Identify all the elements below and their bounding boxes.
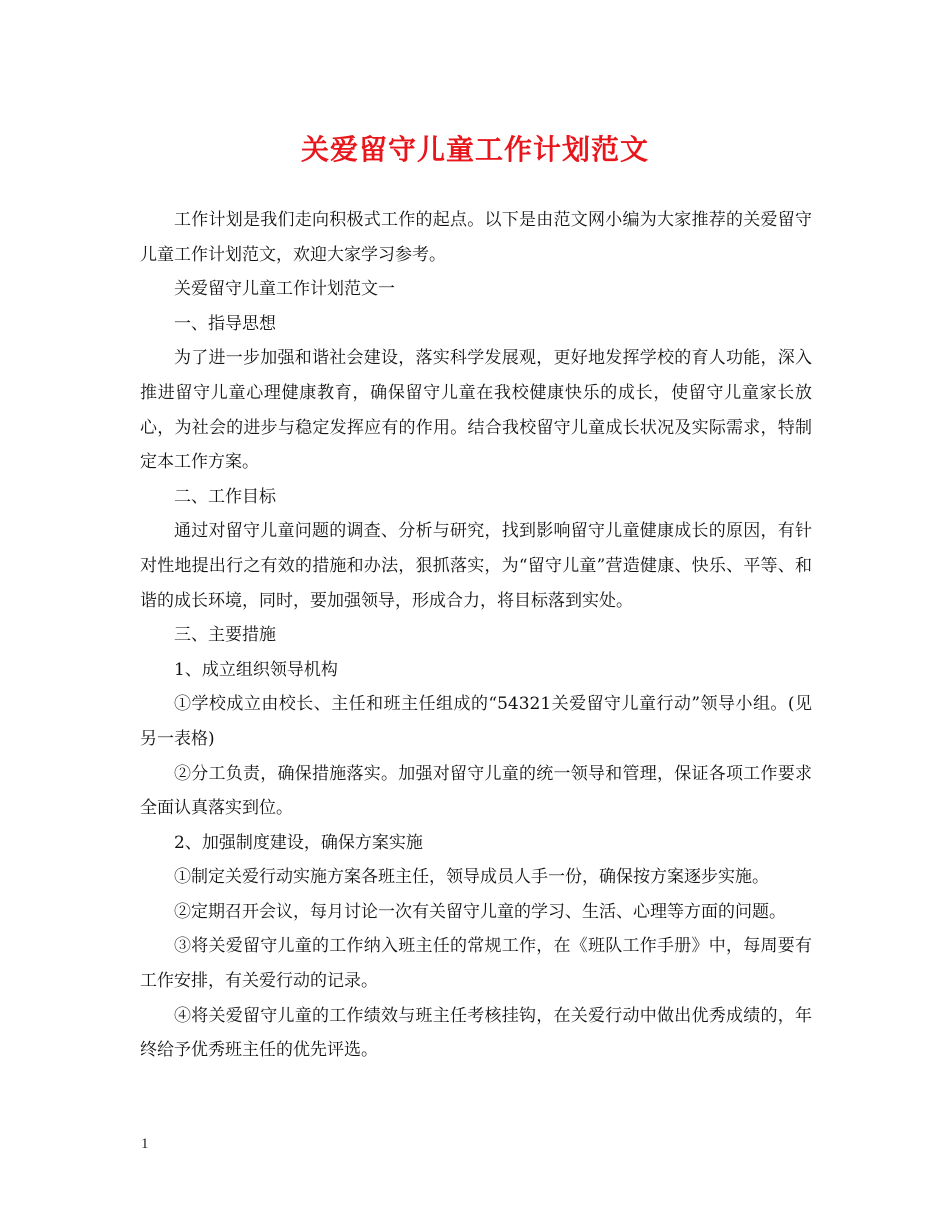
- item-leadership-2: ②分工负责，确保措施落实。加强对留守儿童的统一领导和管理，保证各项工作要求全面认真落实到位。: [140, 763, 812, 819]
- page-number: 1: [141, 1136, 149, 1152]
- document-body: [140, 203, 812, 1068]
- paragraph-section-heading: 关爱留守儿童工作计划范文一: [174, 279, 395, 300]
- item-system-1: ①制定关爱行动实施方案各班主任，领导成员人手一份，确保按方案逐步实施。: [174, 867, 769, 888]
- subheading-system-building: 2、加强制度建设，确保方案实施: [174, 832, 423, 853]
- subheading-leadership: 1、成立组织领导机构: [174, 659, 338, 680]
- paragraph-guiding-ideology: 为了进一步加强和谐社会建设，落实科学发展观，更好地发挥学校的育人功能，深入推进留守儿童心理健康教育，确保留守儿童在我校健康快乐的成长，使留守儿童家长放心，为社会的进步与稳定发挥应有的作用。结合我校留守儿童成长状况及实际需求，特制定本工作方案。: [140, 348, 812, 473]
- item-system-4: ④将关爱留守儿童的工作绩效与班主任考核挂钩，在关爱行动中做出优秀成绩的，年终给予优秀班主任的优先评选。: [140, 1005, 812, 1061]
- item-system-2: ②定期召开会议，每月讨论一次有关留守儿童的学习、生活、心理等方面的问题。: [174, 901, 786, 922]
- heading-main-measures: 三、主要措施: [174, 625, 276, 646]
- heading-guiding-ideology: 一、指导思想: [174, 313, 276, 334]
- paragraph-work-goals: 通过对留守儿童问题的调查、分析与研究，找到影响留守儿童健康成长的原因，有针对性地提出行之有效的措施和办法，狠抓落实，为“留守儿童”营造健康、快乐、平等、和谐的成长环境，同时，要加强领导，形成合力，将目标落到实处。: [140, 521, 812, 611]
- document-title: 关爱留守儿童工作计划范文: [300, 133, 649, 166]
- item-leadership-1: ①学校成立由校长、主任和班主任组成的“54321关爱留守儿童行动”领导小组。(见另一表格): [140, 694, 812, 749]
- item-system-3: ③将关爱留守儿童的工作纳入班主任的常规工作，在《班队工作手册》中，每周要有工作安排，有关爱行动的记录。: [140, 936, 812, 992]
- paragraph-intro: 工作计划是我们走向积极式工作的起点。以下是由范文网小编为大家推荐的关爱留守儿童工作计划范文，欢迎大家学习参考。: [140, 210, 812, 265]
- heading-work-goals: 二、工作目标: [174, 486, 276, 507]
